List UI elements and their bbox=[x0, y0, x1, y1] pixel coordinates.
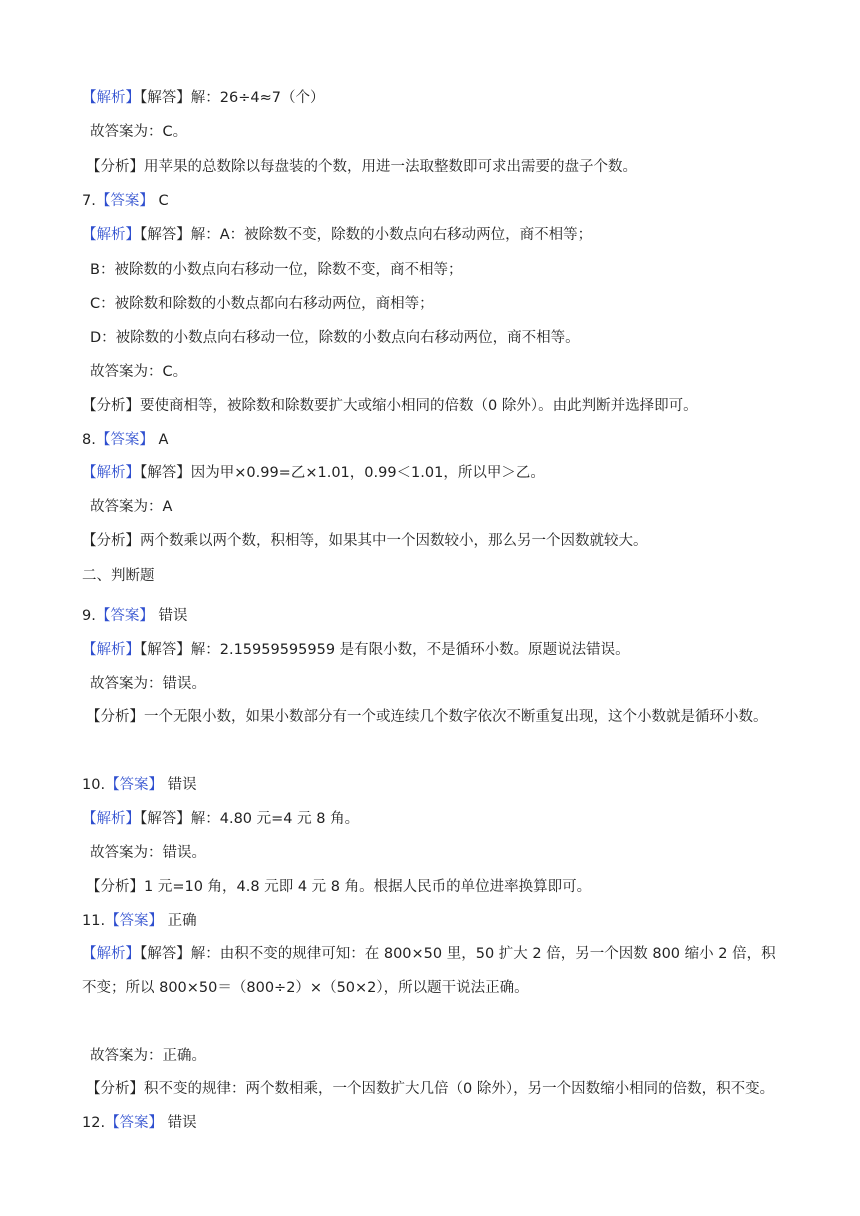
line-11: 8.【答案】 A bbox=[82, 432, 169, 448]
line-17: 【解析】【解答】解：2.15959595959 是有限小数，不是循环小数。原题说法错误。 bbox=[82, 642, 630, 658]
line-1: 【解析】【解答】解：26÷4≈7（个） bbox=[82, 90, 325, 106]
line-25: 【解析】【解答】解：由积不变的规律可知：在 800×50 里，50 扩大 2 倍，另一个因数 800 缩小 2 倍，积不变；所以 800×50＝（800÷2）×（50×2），所以题干说法正确。 bbox=[82, 946, 776, 996]
line-12: 【解析】【解答】因为甲×0.99=乙×1.01，0.99＜1.01，所以甲＞乙。 bbox=[82, 465, 545, 481]
line-28: 12.【答案】 错误 bbox=[82, 1115, 197, 1131]
line-19: 【分析】一个无限小数，如果小数部分有一个或连续几个数字依次不断重复出现，这个小数就是循环小数。 bbox=[86, 709, 768, 725]
analysis-tag: 【解析】 bbox=[82, 90, 140, 106]
line-13: 故答案为：A bbox=[90, 499, 173, 515]
analysis-tag: 【解析】 bbox=[82, 227, 140, 243]
answer-tag: 【答案】 bbox=[105, 777, 164, 793]
analysis-tag: 【解析】 bbox=[82, 642, 140, 658]
line-9: 故答案为：C。 bbox=[90, 364, 188, 380]
question-number: 12. bbox=[82, 1115, 106, 1131]
line-24: 11.【答案】 正确 bbox=[82, 913, 197, 929]
line-21: 【解析】【解答】解：4.80 元=4 元 8 角。 bbox=[82, 811, 360, 827]
question-number: 7. bbox=[82, 193, 96, 209]
question-number: 10. bbox=[82, 777, 106, 793]
line-27: 【分析】积不变的规律：两个数相乘，一个因数扩大几倍（0 除外），另一个因数缩小相同的倍数，积不变。 bbox=[86, 1081, 775, 1097]
section-heading: 二、判断题 bbox=[82, 568, 155, 584]
line-6: B：被除数的小数点向右移动一位，除数不变，商不相等； bbox=[90, 262, 463, 278]
answer-tag: 【答案】 bbox=[95, 432, 154, 448]
line-3: 【分析】用苹果的总数除以每盘装的个数，用进一法取整数即可求出需要的盘子个数。 bbox=[86, 159, 637, 175]
line-26: 故答案为：正确。 bbox=[90, 1048, 206, 1064]
question-number: 11. bbox=[82, 913, 106, 929]
question-number: 9. bbox=[82, 608, 96, 624]
line-10: 【分析】要使商相等，被除数和除数要扩大或缩小相同的倍数（0 除外）。由此判断并选择即可。 bbox=[82, 398, 698, 414]
analysis-tag: 【解析】 bbox=[82, 811, 140, 827]
answer-tag: 【答案】 bbox=[105, 913, 164, 929]
line-23: 【分析】1 元=10 角，4.8 元即 4 元 8 角。根据人民币的单位进率换算即可。 bbox=[86, 879, 592, 895]
line-8: D：被除数的小数点向右移动一位，除数的小数点向右移动两位，商不相等。 bbox=[90, 330, 580, 346]
line-14: 【分析】两个数乘以两个数，积相等，如果其中一个因数较小，那么另一个因数就较大。 bbox=[82, 533, 648, 549]
analysis-tag: 【解析】 bbox=[82, 465, 140, 481]
line-7: C：被除数和除数的小数点都向右移动两位，商相等； bbox=[90, 296, 434, 312]
line-18: 故答案为：错误。 bbox=[90, 676, 206, 692]
answer-tag: 【答案】 bbox=[95, 608, 154, 624]
line-22: 故答案为：错误。 bbox=[90, 845, 206, 861]
line-16: 9.【答案】 错误 bbox=[82, 608, 188, 624]
answer-tag: 【答案】 bbox=[105, 1115, 164, 1131]
analysis-tag: 【解析】 bbox=[82, 946, 140, 962]
line-20: 10.【答案】 错误 bbox=[82, 777, 197, 793]
line-4: 7.【答案】 C bbox=[82, 193, 169, 209]
answer-tag: 【答案】 bbox=[95, 193, 154, 209]
line-2: 故答案为：C。 bbox=[90, 124, 188, 140]
question-number: 8. bbox=[82, 432, 96, 448]
line-5: 【解析】【解答】解：A：被除数不变，除数的小数点向右移动两位，商不相等； bbox=[82, 227, 593, 243]
